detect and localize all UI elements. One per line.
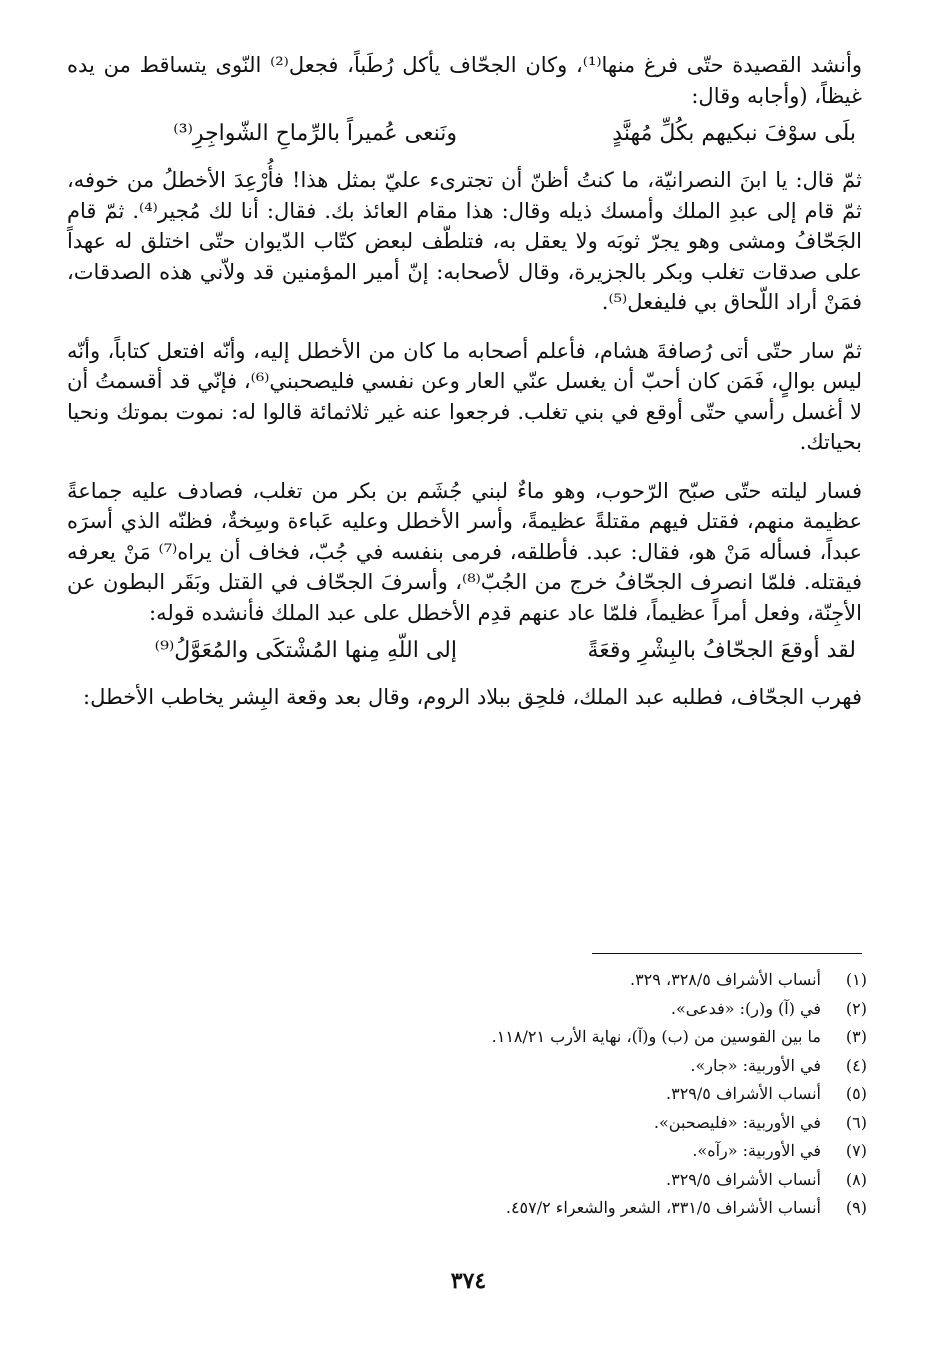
footnote-item xyxy=(147,1023,867,1052)
footnote-number: (٢) xyxy=(845,998,867,1018)
footnote-item xyxy=(147,1166,867,1195)
footnote-item xyxy=(147,1137,867,1166)
verse-first-hemistich: لقد أوقعَ الجحّافُ بالبِشْرِ وقعَةً xyxy=(587,638,856,663)
page-number: ٣٧٤ xyxy=(450,1268,487,1294)
main-text xyxy=(67,50,862,731)
footnote-number: (٨) xyxy=(845,1169,867,1189)
footnote-item xyxy=(147,966,867,995)
footnote-item xyxy=(147,1080,867,1109)
footnote-text: أنساب الأشراف ٣٣١/٥، الشعر والشعراء ٤٥٧/٢. xyxy=(505,1198,821,1217)
footnote-number: (٥) xyxy=(845,1084,867,1103)
footnote-text: أنساب الأشراف ٣٢٩/٥. xyxy=(666,1084,821,1103)
footnote-text: أنساب الأشراف ٣٢٨/٥، ٣٢٩. xyxy=(629,970,821,989)
verse-second-hemistich: ونَنعى عُميراً بالرِّماحِ الشّواجِرِ⁽³⁾ xyxy=(173,121,457,146)
footnote-item xyxy=(147,995,867,1024)
footnote-item xyxy=(147,1052,867,1081)
paragraph: ثمّ سار حتّى أتى رُصافةَ هشام، فأعلم أصحابه ما كان من الأخطل إليه، وأنّه افتعل كتاباً، وأنّه ليس بوالٍ، فَمَن كان أحبّ أن يغسل عنّي العار وعن نفسي فليصحبني⁽⁶⁾، فإنّي قد أقسمتُ أن لا أغسل رأسي حتّى أوقع في بني تغلب. فرجعوا عنه غير ثلاثمائة قالوا له: نموت بموتك ونحيا بحياتك. xyxy=(67,338,863,454)
verse-second-hemistich: إلى اللّهِ مِنها المُشْتكَى والمُعَوَّلُ⁽⁹⁾ xyxy=(154,638,457,663)
verse-line xyxy=(67,634,862,668)
footnote-text: في (آ) و(ر): «فدعى». xyxy=(670,998,821,1018)
footnote-number: (٤) xyxy=(845,1055,867,1075)
footnote-text: في الأوربية: «جار». xyxy=(690,1055,821,1075)
footnote-text: أنساب الأشراف ٣٢٩/٥. xyxy=(666,1169,821,1189)
verse-first-hemistich: بلَى سوْفَ نبكيهم بكُلِّ مُهنَّدٍ xyxy=(612,121,856,146)
paragraph: فسار ليلته حتّى صبّح الرّحوب، وهو ماءٌ لبني جُشَم بن بكر من تغلب، فصادف عليه جماعةً عظيمة منهم، فقتل فيهم مقتلةً عظيمةً، وأسر الأخطل وعليه عَباءة وسِخةٌ، فظنّه الذي أسرَه عبداً، فسأله مَنْ هو، فقال: عبد. فأطلقه، فرمى بنفسه في جُبّ، فخاف أن يراه⁽⁷⁾ مَنْ يعرفه فيقتله. فلمّا انصرف الجحّافُ خرج من الجُبّ⁽⁸⁾، وأسرفَ الجحّاف في القتل وبَقَر البطون عن الأجِنّة، وفعل أمراً عظيماً، فلمّا عاد عنهم قدِم الأخطل على عبد الملك فأنشده قوله: xyxy=(67,478,863,625)
footnote-text: في الأوربية: «فليصحبن». xyxy=(653,1112,821,1132)
footnote-text: في الأوربية: «رآه». xyxy=(692,1141,821,1160)
paragraph: فهرب الجحّاف، فطلبه عبد الملك، فلحِق ببلاد الروم، وقال بعد وقعة البِشر يخاطب الأخطل: xyxy=(83,685,862,709)
paragraph: وأنشد القصيدة حتّى فرغ منها⁽¹⁾، وكان الجحّاف يأكل رُطَباً، فجعل⁽²⁾ النّوى يتساقط من يده غيظاً، (وأجابه وقال: xyxy=(67,53,863,108)
footnote-number: (٣) xyxy=(845,1027,867,1046)
footnote-text: ما بين القوسين من (ب) و(آ)، نهاية الأرب ١١٨/٢١. xyxy=(491,1027,821,1046)
footnotes xyxy=(147,966,867,1223)
footnote-separator xyxy=(592,953,862,954)
paragraph: ثمّ قال: يا ابنَ النصرانيّة، ما كنتُ أظنّ أن تجترىء عليّ بمثل هذا! فأُرْعِدَ الأخطلُ من خوفه، ثمّ قام إلى عبدِ الملك وأمسك ذيله وقال: هذا مقام العائذ بك. فقال: أنا لك مُجير⁽⁴⁾. ثمّ قام الجَحّافُ ومشى وهو يجرّ ثوبَه ولا يعقل به، فتلطّف لبعض كتّاب الدّيوان حتّى اختلق له عهداً على صدقات تغلب وبكر بالجزيرة، وقال لأصحابه: إنّ أمير المؤمنين قد ولاّني هذه الصدقات، فمَنْ أراد اللّحاق بي فليفعل⁽⁵⁾. xyxy=(67,168,862,314)
footnote-number: (٧) xyxy=(845,1141,867,1160)
footnote-number: (٦) xyxy=(845,1112,867,1132)
footnote-number: (٩) xyxy=(845,1198,867,1217)
footnote-item xyxy=(147,1109,867,1138)
footnote-number: (١) xyxy=(845,970,867,989)
footnote-item xyxy=(147,1194,867,1223)
verse-line xyxy=(67,117,862,151)
